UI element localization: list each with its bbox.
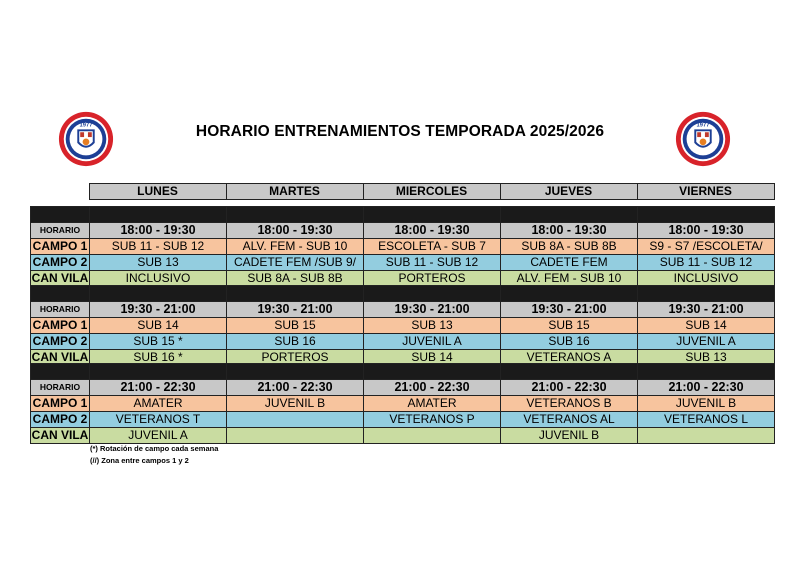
corner-cell — [30, 184, 89, 200]
team-cell: SUB 13 — [638, 350, 775, 366]
team-cell: JUVENIL B — [227, 396, 364, 412]
schedule-row-campo2 — [31, 334, 775, 350]
row-label: HORARIO — [31, 302, 90, 318]
day-monday: LUNES — [89, 184, 226, 200]
divider-cell — [501, 364, 638, 380]
team-cell: SUB 13 — [364, 318, 501, 334]
schedule-row-campo1 — [31, 239, 775, 255]
time-slot-cell: 18:00 - 19:30 — [501, 223, 638, 239]
time-slot-cell: 18:00 - 19:30 — [227, 223, 364, 239]
team-cell: VETERANOS T — [90, 412, 227, 428]
team-cell: ALV. FEM - SUB 10 — [501, 271, 638, 287]
page-title: HORARIO ENTRENAMIENTOS TEMPORADA 2025/2026 — [195, 123, 605, 140]
team-cell: PORTEROS — [227, 350, 364, 366]
team-cell: CADETE FEM /SUB 9/ — [227, 255, 364, 271]
team-cell: AMATER — [90, 396, 227, 412]
team-cell: SUB 8A - SUB 8B — [227, 271, 364, 287]
schedule-block — [30, 363, 775, 444]
day-header — [30, 183, 775, 200]
team-cell: JUVENIL B — [638, 396, 775, 412]
team-cell: JUVENIL A — [90, 428, 227, 444]
team-cell — [227, 412, 364, 428]
schedule-row-campo1 — [31, 396, 775, 412]
time-slot-cell: 19:30 - 21:00 — [501, 302, 638, 318]
row-label: HORARIO — [31, 223, 90, 239]
divider-cell — [31, 364, 90, 380]
schedule-block — [30, 206, 775, 287]
team-cell — [638, 428, 775, 444]
divider-cell — [638, 286, 775, 302]
time-slot-cell: 19:30 - 21:00 — [227, 302, 364, 318]
day-thursday: JUEVES — [500, 184, 637, 200]
team-cell: JUVENIL A — [364, 334, 501, 350]
divider-cell — [364, 286, 501, 302]
row-label: CAMPO 2 — [31, 255, 90, 271]
team-cell: SUB 13 — [90, 255, 227, 271]
team-cell: S9 - S7 /ESCOLETA/ — [638, 239, 775, 255]
team-cell: SUB 16 — [501, 334, 638, 350]
row-label: CAN VILA — [31, 428, 89, 442]
team-cell: VETERANOS A — [501, 350, 638, 366]
team-cell: SUB 14 — [364, 350, 501, 366]
team-cell: INCLUSIVO — [90, 271, 227, 287]
team-cell: SUB 14 — [638, 318, 775, 334]
schedule-row-horario — [31, 223, 775, 239]
divider-cell — [364, 364, 501, 380]
time-slot-cell: 21:00 - 22:30 — [90, 380, 227, 396]
footnotes — [90, 443, 218, 467]
row-label: HORARIO — [31, 380, 90, 396]
schedule-row-campo2 — [31, 255, 775, 271]
team-cell: INCLUSIVO — [638, 271, 775, 287]
divider-cell — [90, 207, 227, 223]
footnote-zone: (//) Zona entre campos 1 y 2 — [90, 456, 189, 465]
divider-cell — [364, 207, 501, 223]
team-cell: SUB 15 * — [90, 334, 227, 350]
divider-cell — [501, 286, 638, 302]
team-cell: PORTEROS — [364, 271, 501, 287]
team-cell — [227, 428, 364, 444]
team-cell: SUB 11 - SUB 12 — [90, 239, 227, 255]
team-cell: JUVENIL B — [501, 428, 638, 444]
team-cell: VETERANOS P — [364, 412, 501, 428]
time-slot-cell: 18:00 - 19:30 — [364, 223, 501, 239]
row-label: CAMPO 2 — [31, 412, 90, 428]
row-label: CAMPO 2 — [31, 334, 90, 350]
team-cell: CADETE FEM — [501, 255, 638, 271]
divider-cell — [638, 364, 775, 380]
schedule-row-canvila — [31, 428, 775, 444]
schedule-row-horario — [31, 302, 775, 318]
schedule-row-campo1 — [31, 318, 775, 334]
team-cell: SUB 15 — [227, 318, 364, 334]
divider-cell — [227, 207, 364, 223]
schedule-row-horario — [31, 380, 775, 396]
footnote-rotation: (*) Rotación de campo cada semana — [90, 444, 219, 453]
time-slot-cell: 19:30 - 21:00 — [638, 302, 775, 318]
svg-text:1977: 1977 — [696, 122, 710, 129]
time-slot-cell: 21:00 - 22:30 — [638, 380, 775, 396]
time-slot-cell: 21:00 - 22:30 — [227, 380, 364, 396]
divider-cell — [638, 207, 775, 223]
row-label: CAMPO 1 — [31, 239, 90, 255]
block-divider — [31, 286, 775, 302]
team-cell: VETERANOS AL — [501, 412, 638, 428]
day-wednesday: MIERCOLES — [363, 184, 500, 200]
team-cell: ESCOLETA - SUB 7 — [364, 239, 501, 255]
schedule-block — [30, 285, 775, 366]
team-cell: SUB 11 - SUB 12 — [638, 255, 775, 271]
divider-cell — [227, 286, 364, 302]
time-slot-cell: 21:00 - 22:30 — [364, 380, 501, 396]
svg-text:1977: 1977 — [79, 122, 93, 129]
team-cell — [364, 428, 501, 444]
club-logo-left — [57, 110, 115, 168]
divider-cell — [31, 207, 90, 223]
time-slot-cell: 21:00 - 22:30 — [501, 380, 638, 396]
day-tuesday: MARTES — [226, 184, 363, 200]
team-cell: SUB 8A - SUB 8B — [501, 239, 638, 255]
block-divider — [31, 364, 775, 380]
team-cell: SUB 11 - SUB 12 — [364, 255, 501, 271]
team-cell: SUB 15 — [501, 318, 638, 334]
team-cell: VETERANOS B — [501, 396, 638, 412]
team-cell: JUVENIL A — [638, 334, 775, 350]
team-cell: ALV. FEM - SUB 10 — [227, 239, 364, 255]
divider-cell — [31, 286, 90, 302]
team-cell: SUB 14 — [90, 318, 227, 334]
divider-cell — [90, 364, 227, 380]
row-label: CAMPO 1 — [31, 318, 90, 334]
divider-cell — [501, 207, 638, 223]
time-slot-cell: 19:30 - 21:00 — [90, 302, 227, 318]
row-label: CAN VILA — [31, 271, 89, 285]
row-label: CAMPO 1 — [31, 396, 90, 412]
schedule-row-campo2 — [31, 412, 775, 428]
time-slot-cell: 19:30 - 21:00 — [364, 302, 501, 318]
row-label: CAN VILA — [31, 350, 89, 364]
team-cell: AMATER — [364, 396, 501, 412]
time-slot-cell: 18:00 - 19:30 — [638, 223, 775, 239]
club-logo-right — [674, 110, 732, 168]
divider-cell — [227, 364, 364, 380]
divider-cell — [90, 286, 227, 302]
day-friday: VIERNES — [637, 184, 774, 200]
team-cell: SUB 16 * — [90, 350, 227, 366]
block-divider — [31, 207, 775, 223]
team-cell: VETERANOS L — [638, 412, 775, 428]
time-slot-cell: 18:00 - 19:30 — [90, 223, 227, 239]
team-cell: SUB 16 — [227, 334, 364, 350]
